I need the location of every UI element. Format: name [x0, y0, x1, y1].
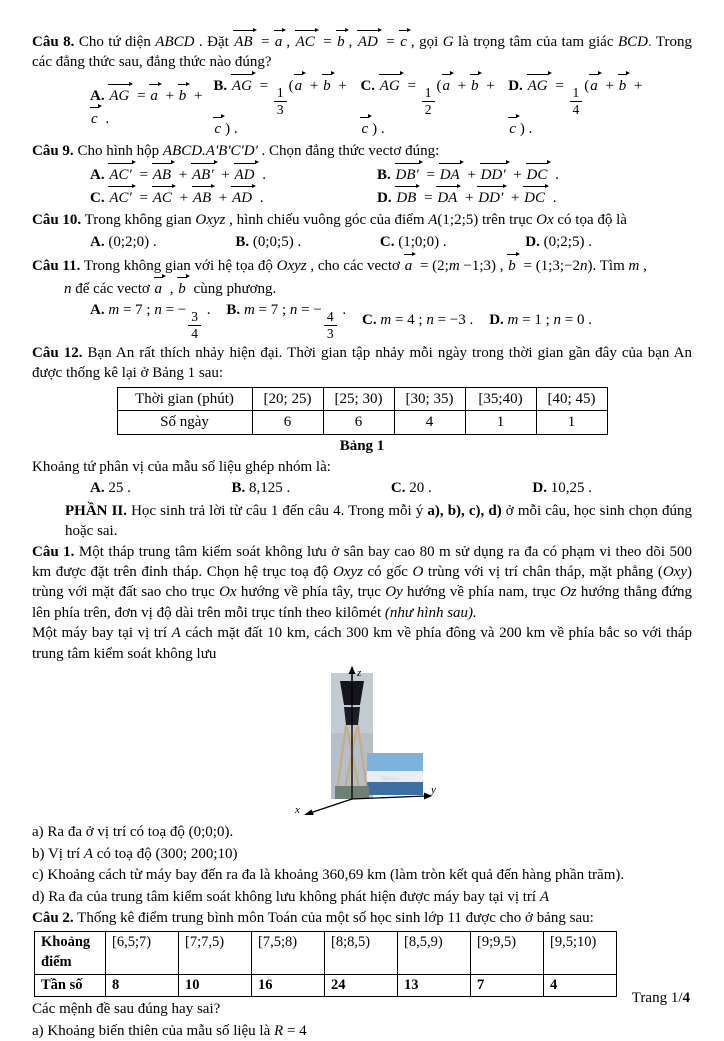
c2-interval: [9,5;10) [544, 932, 617, 974]
q12-question-line: Khoảng tứ phân vị của mẫu số liệu ghép nhóm là: [32, 459, 331, 476]
q12-count: 6 [323, 411, 394, 434]
tower-figure [287, 665, 437, 821]
c2-item-a: a) Khoảng biến thiên của mẫu số liệu là R = 4 [32, 1022, 307, 1039]
q12-interval: [40; 45) [536, 387, 607, 410]
q8-option-d: D. AG = $\frac{1}{4}$ (a + b + c ) . [508, 74, 656, 139]
q9-option-d: D. DB = DA + DD' + DC . [377, 186, 692, 208]
q10-option-a: A. (0;2;0) . [90, 233, 157, 250]
c2-col-header: Khoảng điểm [35, 932, 106, 974]
c2-count: 13 [398, 974, 471, 997]
c1-item-d: d) Ra đa của trung tâm kiểm soát không lưu không phát hiện được máy bay tại vị trí A [32, 888, 550, 905]
q12-interval: [25; 30) [323, 387, 394, 410]
q10-option-b: B. (0;0;5) . [235, 233, 302, 250]
y-axis-label: y [431, 783, 436, 796]
c2-interval: [7,5;8) [252, 932, 325, 974]
question-9-options [90, 163, 692, 209]
tower-axes-illustration [287, 665, 437, 815]
q12-option-a: A. 25 . [90, 480, 131, 497]
c2-question-line: Các mệnh đề sau đúng hay sai? [32, 1001, 221, 1018]
table-row [35, 932, 617, 974]
c1-item-a: a) Ra đa ở vị trí có toạ độ (0;0;0). [32, 824, 234, 841]
x-axis-label: x [295, 803, 300, 815]
question-8-text: Câu 8. Cho tứ diện ABCD . Đặt AB = a , AC = b , AD = c , gọi G là trọng tâm của tam giác BCD. Trong các đẳng thức sau, đẳng thức nào đúng? [32, 30, 692, 73]
c2-count: 7 [471, 974, 544, 997]
c2-interval: [7;7,5) [179, 932, 252, 974]
q12-interval: [30; 35) [394, 387, 465, 410]
x-axis [310, 799, 352, 813]
q9-option-a: A. AC' = AB + AB' + AD . [90, 163, 377, 185]
question-10-text: Câu 10. Trong không gian Oxyz , hình chiếu vuông góc của điểm A(1;2;5) trên trục Ox có tọa độ là [32, 212, 627, 229]
page-number-value: 4 [682, 989, 690, 1006]
c2-interval: [8,5,9) [398, 932, 471, 974]
c2-row-header: Tần số [35, 974, 106, 997]
question-9-text: Câu 9. Cho hình hộp ABCD.A'B'C'D' . Chọn đẳng thức vectơ đúng: [32, 143, 440, 160]
q8-option-b: B. AG = $\frac{1}{3}$ (a + b + c ) . [213, 74, 360, 139]
q8-option-a: A. AG = a + b + c . [90, 84, 213, 129]
c2-count: 10 [179, 974, 252, 997]
c2-interval: [8;8,5) [325, 932, 398, 974]
q12-count: 1 [536, 411, 607, 434]
question-12-text: Câu 12. Bạn An rất thích nhảy hiện đại. Thời gian tập nhảy mỗi ngày trong thời gian gần đây của bạn An được thống kê lại ở Bảng 1 sau: [32, 345, 692, 382]
q11-option-a: A. m = 7 ; n = − $\frac{3}{4}$ . [90, 302, 211, 341]
q10-option-d: D. (0;2;5) . [525, 233, 592, 250]
c2-count: 4 [544, 974, 617, 997]
page-number-prefix: Trang 1/ [631, 989, 683, 1006]
q11-option-b: B. m = 7 ; n = − $\frac{4}{3}$ . [226, 302, 347, 341]
q12-table-caption: Bảng 1 [339, 437, 385, 454]
table-row [35, 974, 617, 997]
q12-count: 1 [465, 411, 536, 434]
z-axis-arrow [349, 666, 356, 674]
table-row [117, 411, 607, 434]
question-8-options [90, 74, 656, 139]
part2-instructions: PHẦN II. Học sinh trả lời từ câu 1 đến câu 4. Trong mỗi ý a), b), c), d) ở mỗi câu, học sinh chọn đúng hoặc sai. [65, 502, 692, 540]
question-1-text: Câu 1. Một tháp trung tâm kiểm soát không lưu ở sân bay cao 80 m sử dụng ra đa có phạm vi theo dõi 500 km được đặt trên đỉnh tháp. Chọn hệ trục toạ độ Oxyz có gốc O trùng với vị trí chân tháp, mặt phẳng (Oxy) trùng với mặt đất sao cho trục Ox hướng về phía tây, trục Oy hướng về phía nam, trục Oz hướng thẳng đứng lên phía trên, đơn vị độ dài trên mỗi trục tính theo kilômét (như hình sau). [32, 543, 692, 621]
c2-count: 8 [106, 974, 179, 997]
question-10-options [90, 232, 592, 252]
c2-interval: [6,5;7) [106, 932, 179, 974]
c2-frequency-table [34, 931, 617, 997]
q12-interval: [20; 25) [252, 387, 323, 410]
q12-option-c: C. 20 . [390, 480, 432, 497]
q12-frequency-table [117, 387, 608, 435]
c2-count: 16 [252, 974, 325, 997]
question-11-text: Câu 11. Trong không gian với hệ tọa độ Oxyz , cho các vectơ a = (2;m −1;3) , b = (1;3;−2n). Tìm m , [32, 254, 692, 276]
q12-count: 6 [252, 411, 323, 434]
q12-option-b: B. 8,125 . [231, 480, 291, 497]
question-1-text-plane: Một máy bay tại vị trí A cách mặt đất 10 km, cách 300 km về phía đông và 200 km về phía bắc so với tháp trung tâm kiểm soát không lưu [32, 625, 692, 662]
question-11-text-line2: n để các vectơ a , b cùng phương. [64, 277, 692, 299]
q12-col-header: Thời gian (phút) [117, 387, 252, 410]
q12-option-d: D. 10,25 . [532, 480, 592, 497]
q12-row-header: Số ngày [117, 411, 252, 434]
q12-count: 4 [394, 411, 465, 434]
page-number [632, 988, 690, 1008]
q11-option-c: C. m = 4 ; n = −3 . [362, 312, 474, 329]
q8-option-c: C. AG = $\frac{1}{2}$ (a + b + c ) . [360, 74, 508, 139]
c1-item-b: b) Vị trí A có toạ độ (300; 200;10) [32, 845, 238, 862]
question-12-options [90, 478, 592, 498]
question-11-options [90, 300, 592, 341]
c1-item-c: c) Khoảng cách từ máy bay đến ra đa là khoảng 360,69 km (làm tròn kết quả đến hàng phần trăm). [32, 867, 625, 884]
x-axis-arrow [304, 809, 314, 815]
question-2-text: Câu 2. Thống kê điểm trung bình môn Toán của một số học sinh lớp 11 được cho ở bảng sau: [32, 909, 594, 926]
airport-water [367, 782, 423, 795]
q9-option-c: C. AC' = AC + AB + AD . [90, 186, 377, 208]
c2-interval: [9;9,5) [471, 932, 544, 974]
q11-option-d: D. m = 1 ; n = 0 . [489, 312, 592, 329]
q9-option-b: B. DB' = DA + DD' + DC . [377, 163, 692, 185]
q12-interval: [35;40) [465, 387, 536, 410]
airport-terminal [367, 771, 423, 782]
table-row [117, 387, 607, 410]
q10-option-c: C. (1;0;0) . [379, 233, 447, 250]
z-axis-label: z [357, 666, 362, 679]
c2-count: 24 [325, 974, 398, 997]
